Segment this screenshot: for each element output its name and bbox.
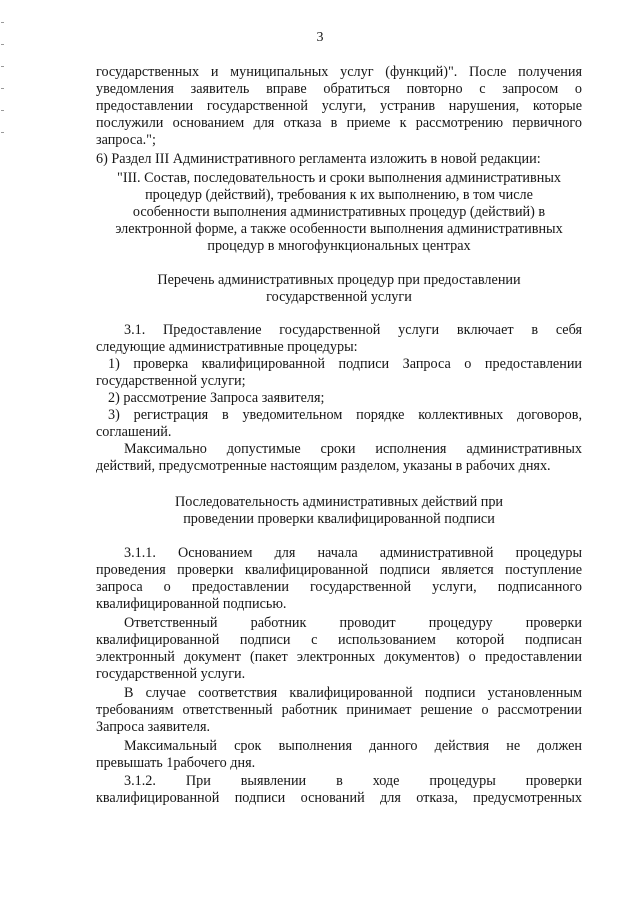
text-line: Запроса заявителя. — [96, 719, 211, 735]
text-line: уведомления заявитель вправе обратиться повторно с запросом о — [96, 81, 582, 97]
text-line: предоставлении государственной услуги, устранив нарушения, которые — [96, 98, 582, 114]
text-line: государственной услуги — [266, 289, 412, 305]
text-line: квалифицированной подписью. — [96, 596, 287, 612]
text-line: В случае соответствия квалифицированной подписи установленным — [124, 685, 582, 701]
text-line: процедур в многофункциональных центрах — [207, 238, 471, 254]
text-line: государственных и муниципальных услуг (функций)". После получения — [96, 64, 582, 80]
text-line: государственной услуги; — [96, 373, 246, 389]
text-line: электронный документ (пакет электронных документов) о предоставлении — [96, 649, 582, 665]
text-line: 3.1.1. Основанием для начала административной процедуры — [124, 545, 582, 561]
text-line: действий, предусмотренные настоящим разделом, указаны в рабочих днях. — [96, 458, 551, 474]
text-line: Перечень административных процедур при предоставлении — [157, 272, 521, 288]
text-line: послужили основанием для отказа в приеме к рассмотрению первичного — [96, 115, 582, 131]
text-line: государственной услуги. — [96, 666, 246, 682]
text-line: процедур (действий), требования к их выполнению, в том числе — [145, 187, 533, 203]
text-line: следующие административные процедуры: — [96, 339, 358, 355]
text-line: запроса о предоставлении государственной услуги, подписанного — [96, 579, 582, 595]
text-line: 3.1.2. При выявлении в ходе процедуры проверки — [124, 773, 582, 789]
text-line: проведения проверки квалифицированной подписи является поступление — [96, 562, 582, 578]
text-line: Ответственный работник проводит процедуру проверки — [124, 615, 582, 631]
text-line: квалифицированной подписи с использованием которой подписан — [96, 632, 582, 648]
text-line: требованиям ответственный работник принимает решение о рассмотрении — [96, 702, 582, 718]
text-line: 3) регистрация в уведомительном порядке коллективных договоров, — [108, 407, 582, 423]
text-line: 2) рассмотрение Запроса заявителя; — [108, 390, 325, 406]
text-line: Максимальный срок выполнения данного действия не должен — [124, 738, 582, 754]
text-line: Последовательность административных действий при — [174, 494, 504, 510]
text-line: проведении проверки квалифицированной подписи — [183, 511, 495, 527]
page-number: 3 — [316, 30, 324, 45]
text-line: особенности выполнения административных процедур (действий) в — [132, 204, 546, 220]
scan-edge-marks — [0, 0, 6, 150]
text-line: "III. Состав, последовательность и сроки выполнения административных — [117, 170, 561, 186]
text-line: 6) Раздел III Административного регламента изложить в новой редакции: — [96, 151, 541, 167]
text-line: соглашений. — [96, 424, 172, 440]
text-line: 1) проверка квалифицированной подписи Запроса о предоставлении — [108, 356, 582, 372]
text-line: электронной форме, а также особенности выполнения административных — [115, 221, 563, 237]
text-line: Максимально допустимые сроки исполнения административных — [124, 441, 582, 457]
text-line: 3.1. Предоставление государственной услуги включает в себя — [124, 322, 582, 338]
text-line: квалифицированной подписи оснований для отказа, предусмотренных — [96, 790, 582, 806]
text-line: запроса."; — [96, 132, 156, 148]
text-line: превышать 1рабочего дня. — [96, 755, 256, 771]
